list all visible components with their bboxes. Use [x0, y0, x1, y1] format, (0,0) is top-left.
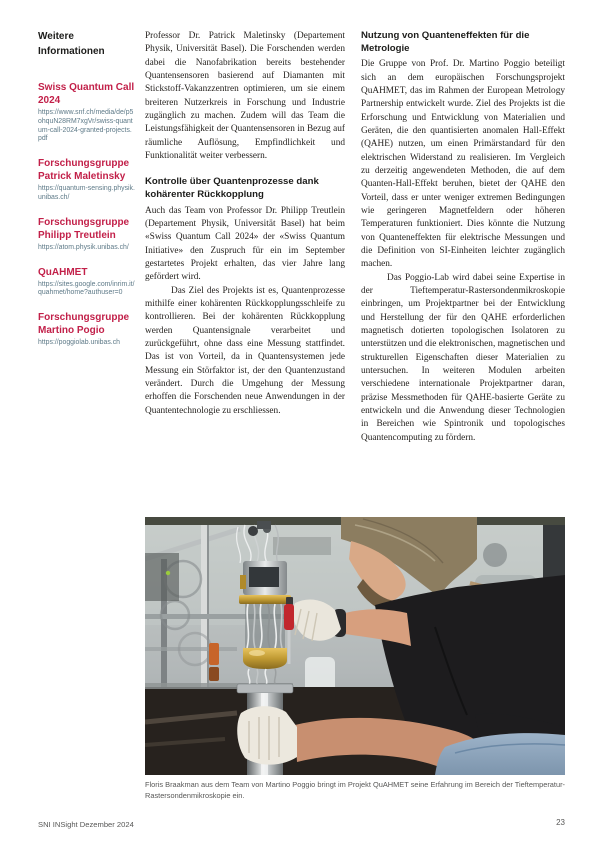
paragraph-poggio-1: Die Gruppe von Prof. Dr. Martino Poggio beteiligt sich an dem europäischen Forschungsprojekt QuAHMET, das im Rahmen der European Metrology Partnership entwickelt wurde. Ziel des Projekts ist die Erforschung und Entwicklung von Materialien und Geräten, die den quantisierten anomalen Hall-Effekt (QAHE) nutzen, um einen Primärstandard für den elektrischen Widerstand zu realisieren. Im Vergleich zu derzeitig angewendeten Methoden, die auf dem Quanten-Hall-Effekt beruhen, bietet der QAHE den Vorteil, dass er unter weniger extremen Bedingungen wie geringeren Magnetfeldern oder höheren Temperaturen funktioniert. Dies könnte die Nutzung von Quanteneffekten für elektrische Messungen und die Definition von SI-Einheiten leichter zugänglich machen. — [361, 59, 565, 270]
page-number: 23 — [556, 818, 565, 827]
paragraph-maletinsky: Professor Dr. Patrick Maletinsky (Departement Physik, Universität Basel). Die Forschenden werden dabei die Nanofabrikation bereits bestehender Quantensensoren basierend auf Diamanten mit Stickstoff-Vakanzzentren optimieren, um sie einem breiteren Nutzerkreis in Forschung und Industrie zugänglich zu machen. Zudem will das Team die Leistungsfähigkeit der Quantensensoren in Bezug auf räumliche Auflösung, Empfindlichkeit und Funktionalität weiter verbessern. — [145, 31, 345, 162]
paragraph-poggio-2: Das Poggio-Lab wird dabei seine Expertise in der Tieftemperatur-Rastersondenmikroskopie einbringen, um Projektpartner bei der Entwicklung und Herstellung der für den QAHE erforderlichen magnetisch dotierten topologischen Isolatoren zu unterstützen und die elektronischen, magnetischen und strukturellen Eigenschaften dieser Materialien zu untersuchen. In weiteren Modulen arbeiten verschiedene internationale Projektpartner daran, präzise Messmethoden für QAHE-basierte Geräte zu entwickeln und die Anwendung dieser Technologien in Bereichen wie Spintronik und topologisches Quantencomputing zu fördern. — [361, 272, 565, 443]
article-column-1 — [145, 30, 345, 418]
link-group-maletinsky-label[interactable]: Forschungsgruppe Patrick Maletinsky — [38, 158, 130, 183]
footer-publication-label: SNI INSight Dezember 2024 — [38, 820, 134, 829]
link-swiss-quantum-call[interactable]: Swiss Quantum Call 2024 — [38, 82, 135, 106]
sidebar-title: Weitere Informationen — [38, 31, 105, 57]
link-url-treutlein[interactable]: https://atom.physik.unibas.ch/ — [38, 243, 129, 251]
section-heading-kontrolle: Kontrolle über Quantenprozesse dank kohärenter Rückkopplung — [145, 176, 319, 201]
link-url-swiss-quantum-call[interactable]: https://www.snf.ch/media/de/p5ohquN28RM7xgVr/swiss-quantum-call-2024-granted-projects.pdf — [38, 109, 134, 143]
article-column-2 — [361, 30, 565, 445]
paragraph-treutlein-1: Auch das Team von Professor Dr. Philipp Treutlein (Departement Physik, Universität Basel) hat beim «Swiss Quantum Call 2024» der «Swiss Quantum Initiative» den Zuspruch für ein im September gestartetes Projekt erhalten, das vier Jahre lang gefördert wird. — [145, 205, 345, 283]
link-url-maletinsky[interactable]: https://quantum-sensing.physik.unibas.ch/ — [38, 185, 135, 201]
link-url-quahmet[interactable]: https://sites.google.com/inrim.it/quahmet/home?authuser=0 — [38, 280, 135, 297]
section-heading-metrologie: Nutzung von Quanteneffekten für die Metrologie — [361, 30, 530, 54]
link-quahmet[interactable]: QuAHMET — [38, 266, 88, 278]
link-group-treutlein — [38, 216, 135, 253]
sidebar-further-information — [38, 30, 135, 361]
paragraph-treutlein-2: Das Ziel des Projekts ist es, Quantenprozesse mithilfe einer kohärenten Rückkopplungsschleife zu kontrollieren. Bei der kohärenten Rückkopplung werden Quantensignale verarbeitet und zurückgeführt, ohne dass eine Messung stattfindet. Das ist von Vorteil, da in Quantensystemen jede Messung ein Störfaktor ist, der den Quantenzustand verändert. Durch die Umgehung der Messung erhoffen die Forschenden neue Anwendungen in der Quantentechnologie zu erschliessen. — [145, 285, 345, 416]
photo-caption: Floris Braakman aus dem Team von Martino Poggio bringt im Projekt QuAHMET seine Erfahrung im Bereich der Tieftemperatur-Rastersondenmikroskopie ein. — [145, 780, 565, 800]
link-group-maletinsky — [38, 157, 135, 203]
link-group-poggio — [38, 311, 135, 348]
link-group-swiss-quantum-call — [38, 81, 135, 144]
link-group-quahmet — [38, 266, 135, 299]
lab-photo — [145, 517, 565, 775]
lab-photo-illustration — [145, 517, 565, 775]
link-group-treutlein-label[interactable]: Forschungsgruppe Philipp Treutlein — [38, 216, 130, 241]
link-group-poggio-label[interactable]: Forschungsgruppe Martino Pogio — [38, 312, 130, 337]
link-url-poggio[interactable]: https://poggiolab.unibas.ch — [38, 339, 120, 347]
